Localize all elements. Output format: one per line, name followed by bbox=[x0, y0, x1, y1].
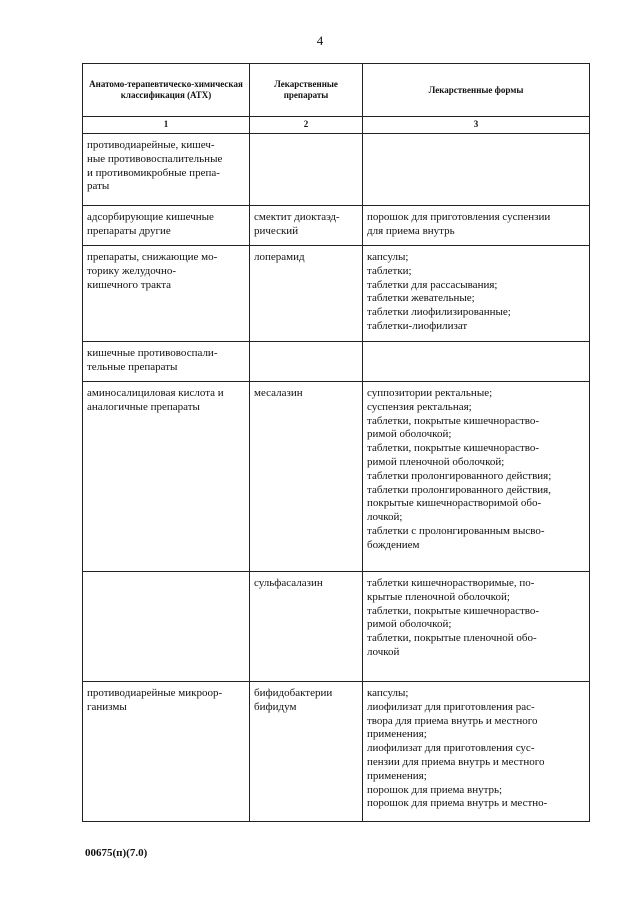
forms-cell-line: таблетки жевательные; bbox=[367, 292, 475, 305]
atx-drug-table bbox=[82, 63, 590, 822]
drug-cell-line: лоперамид bbox=[254, 251, 305, 263]
atx-cell bbox=[83, 572, 250, 682]
atx-cell-line: и противомикробные препа- bbox=[87, 166, 220, 179]
forms-cell-line: для приема внутрь bbox=[367, 224, 455, 237]
atx-cell-line: адсорбирующие кишечные bbox=[87, 211, 214, 223]
forms-cell bbox=[363, 206, 590, 246]
header-drugs: Лекарственные препараты bbox=[250, 64, 363, 117]
forms-cell-line: применения; bbox=[367, 728, 427, 741]
forms-cell-line: крытые пленочной оболочкой; bbox=[367, 590, 510, 603]
forms-cell bbox=[363, 134, 590, 206]
forms-cell-line: таблетки для рассасывания; bbox=[367, 278, 498, 291]
column-number: 3 bbox=[363, 117, 590, 134]
atx-cell-line: ные противовоспалительные bbox=[87, 152, 223, 165]
header-atx: Анатомо-терапевтическо-химическая классификация (АТХ) bbox=[83, 64, 250, 117]
atx-cell bbox=[83, 682, 250, 822]
forms-cell-line: лочкой bbox=[367, 645, 400, 658]
forms-cell-line: твора для приема внутрь и местного bbox=[367, 714, 538, 727]
atx-cell-line: тельные препараты bbox=[87, 360, 178, 373]
forms-cell bbox=[363, 342, 590, 382]
forms-cell-line: таблетки, покрытые кишечнораство- bbox=[367, 604, 540, 617]
header-forms: Лекарственные формы bbox=[363, 64, 590, 117]
forms-cell-line: лиофилизат для приготовления рас- bbox=[367, 700, 535, 713]
forms-cell-line: лочкой; bbox=[367, 511, 403, 524]
atx-cell bbox=[83, 206, 250, 246]
atx-cell-line: ганизмы bbox=[87, 700, 127, 713]
forms-cell-line: таблетки-лиофилизат bbox=[367, 319, 468, 332]
forms-cell-line: суспензия ректальная; bbox=[367, 400, 472, 413]
column-number-row bbox=[83, 117, 590, 134]
footer-document-code: 00675(п)(7.0) bbox=[85, 847, 148, 859]
forms-cell-line: таблетки пролонгированного действия, bbox=[367, 483, 551, 496]
drug-cell-line: месалазин bbox=[254, 387, 303, 399]
forms-cell-line: применения; bbox=[367, 769, 427, 782]
drug-cell bbox=[250, 342, 363, 382]
drug-cell bbox=[250, 572, 363, 682]
column-number: 1 bbox=[83, 117, 250, 134]
drug-cell-line: рический bbox=[254, 224, 299, 237]
forms-cell-line: таблетки, покрытые кишечнораство- bbox=[367, 442, 540, 455]
forms-cell-line: таблетки, покрытые пленочной обо- bbox=[367, 632, 537, 645]
forms-cell-line: пензии для приема внутрь и местного bbox=[367, 755, 545, 768]
atx-cell-line: препараты другие bbox=[87, 224, 171, 237]
forms-cell bbox=[363, 246, 590, 342]
forms-cell-line: покрытые кишечнорастворимой обо- bbox=[367, 497, 542, 510]
drug-cell bbox=[250, 382, 363, 572]
forms-cell bbox=[363, 682, 590, 822]
drug-cell-line: сульфасалазин bbox=[254, 577, 323, 589]
atx-cell bbox=[83, 134, 250, 206]
forms-cell bbox=[363, 382, 590, 572]
drug-cell bbox=[250, 206, 363, 246]
page-number: 4 bbox=[316, 33, 324, 48]
atx-cell bbox=[83, 342, 250, 382]
drug-cell bbox=[250, 682, 363, 822]
table-row bbox=[83, 572, 590, 682]
drug-cell bbox=[250, 134, 363, 206]
drug-cell bbox=[250, 246, 363, 342]
forms-cell-line: римой пленочной оболочкой; bbox=[367, 455, 505, 468]
drug-cell-line: бифидобактерии bbox=[254, 687, 333, 699]
atx-cell-line: препараты, снижающие мо- bbox=[87, 251, 218, 263]
forms-cell-line: таблетки пролонгированного действия; bbox=[367, 469, 552, 482]
atx-cell-line: торику желудочно- bbox=[87, 264, 177, 277]
atx-cell-line: кишечные противовоспали- bbox=[87, 347, 218, 359]
atx-cell-line: раты bbox=[87, 180, 110, 193]
forms-cell-line: порошок для приема внутрь и местно- bbox=[367, 797, 548, 810]
column-number: 2 bbox=[250, 117, 363, 134]
forms-cell-line: таблетки с пролонгированным высво- bbox=[367, 524, 545, 537]
atx-cell-line: противодиарейные, кишеч- bbox=[87, 139, 215, 151]
forms-cell-line: капсулы; bbox=[367, 687, 409, 699]
forms-cell-line: капсулы; bbox=[367, 251, 409, 263]
table-header-row bbox=[83, 64, 590, 117]
table-row bbox=[83, 382, 590, 572]
atx-cell-line: кишечного тракта bbox=[87, 278, 172, 291]
forms-cell-line: порошок для приема внутрь; bbox=[367, 783, 503, 796]
drug-cell-line: бифидум bbox=[254, 700, 297, 713]
atx-cell-line: аминосалициловая кислота и bbox=[87, 387, 224, 399]
forms-cell-line: римой оболочкой; bbox=[367, 428, 452, 441]
forms-cell-line: порошок для приготовления суспензии bbox=[367, 211, 551, 223]
table-row bbox=[83, 206, 590, 246]
drug-cell-line: смектит диоктаэд- bbox=[254, 211, 340, 223]
forms-cell-line: римой оболочкой; bbox=[367, 618, 452, 631]
table-row bbox=[83, 342, 590, 382]
forms-cell-line: лиофилизат для приготовления сус- bbox=[367, 742, 535, 755]
atx-cell bbox=[83, 246, 250, 342]
atx-cell-line: аналогичные препараты bbox=[87, 400, 200, 413]
forms-cell-line: таблетки, покрытые кишечнораство- bbox=[367, 414, 540, 427]
atx-cell bbox=[83, 382, 250, 572]
table-row bbox=[83, 134, 590, 206]
table-row bbox=[83, 246, 590, 342]
table-row bbox=[83, 682, 590, 822]
atx-cell-line: противодиарейные микроор- bbox=[87, 687, 223, 699]
forms-cell-line: бождением bbox=[367, 538, 420, 551]
forms-cell-line: суппозитории ректальные; bbox=[367, 387, 493, 399]
forms-cell bbox=[363, 572, 590, 682]
forms-cell-line: таблетки кишечнорастворимые, по- bbox=[367, 577, 535, 589]
forms-cell-line: таблетки лиофилизированные; bbox=[367, 306, 511, 319]
forms-cell-line: таблетки; bbox=[367, 264, 412, 277]
